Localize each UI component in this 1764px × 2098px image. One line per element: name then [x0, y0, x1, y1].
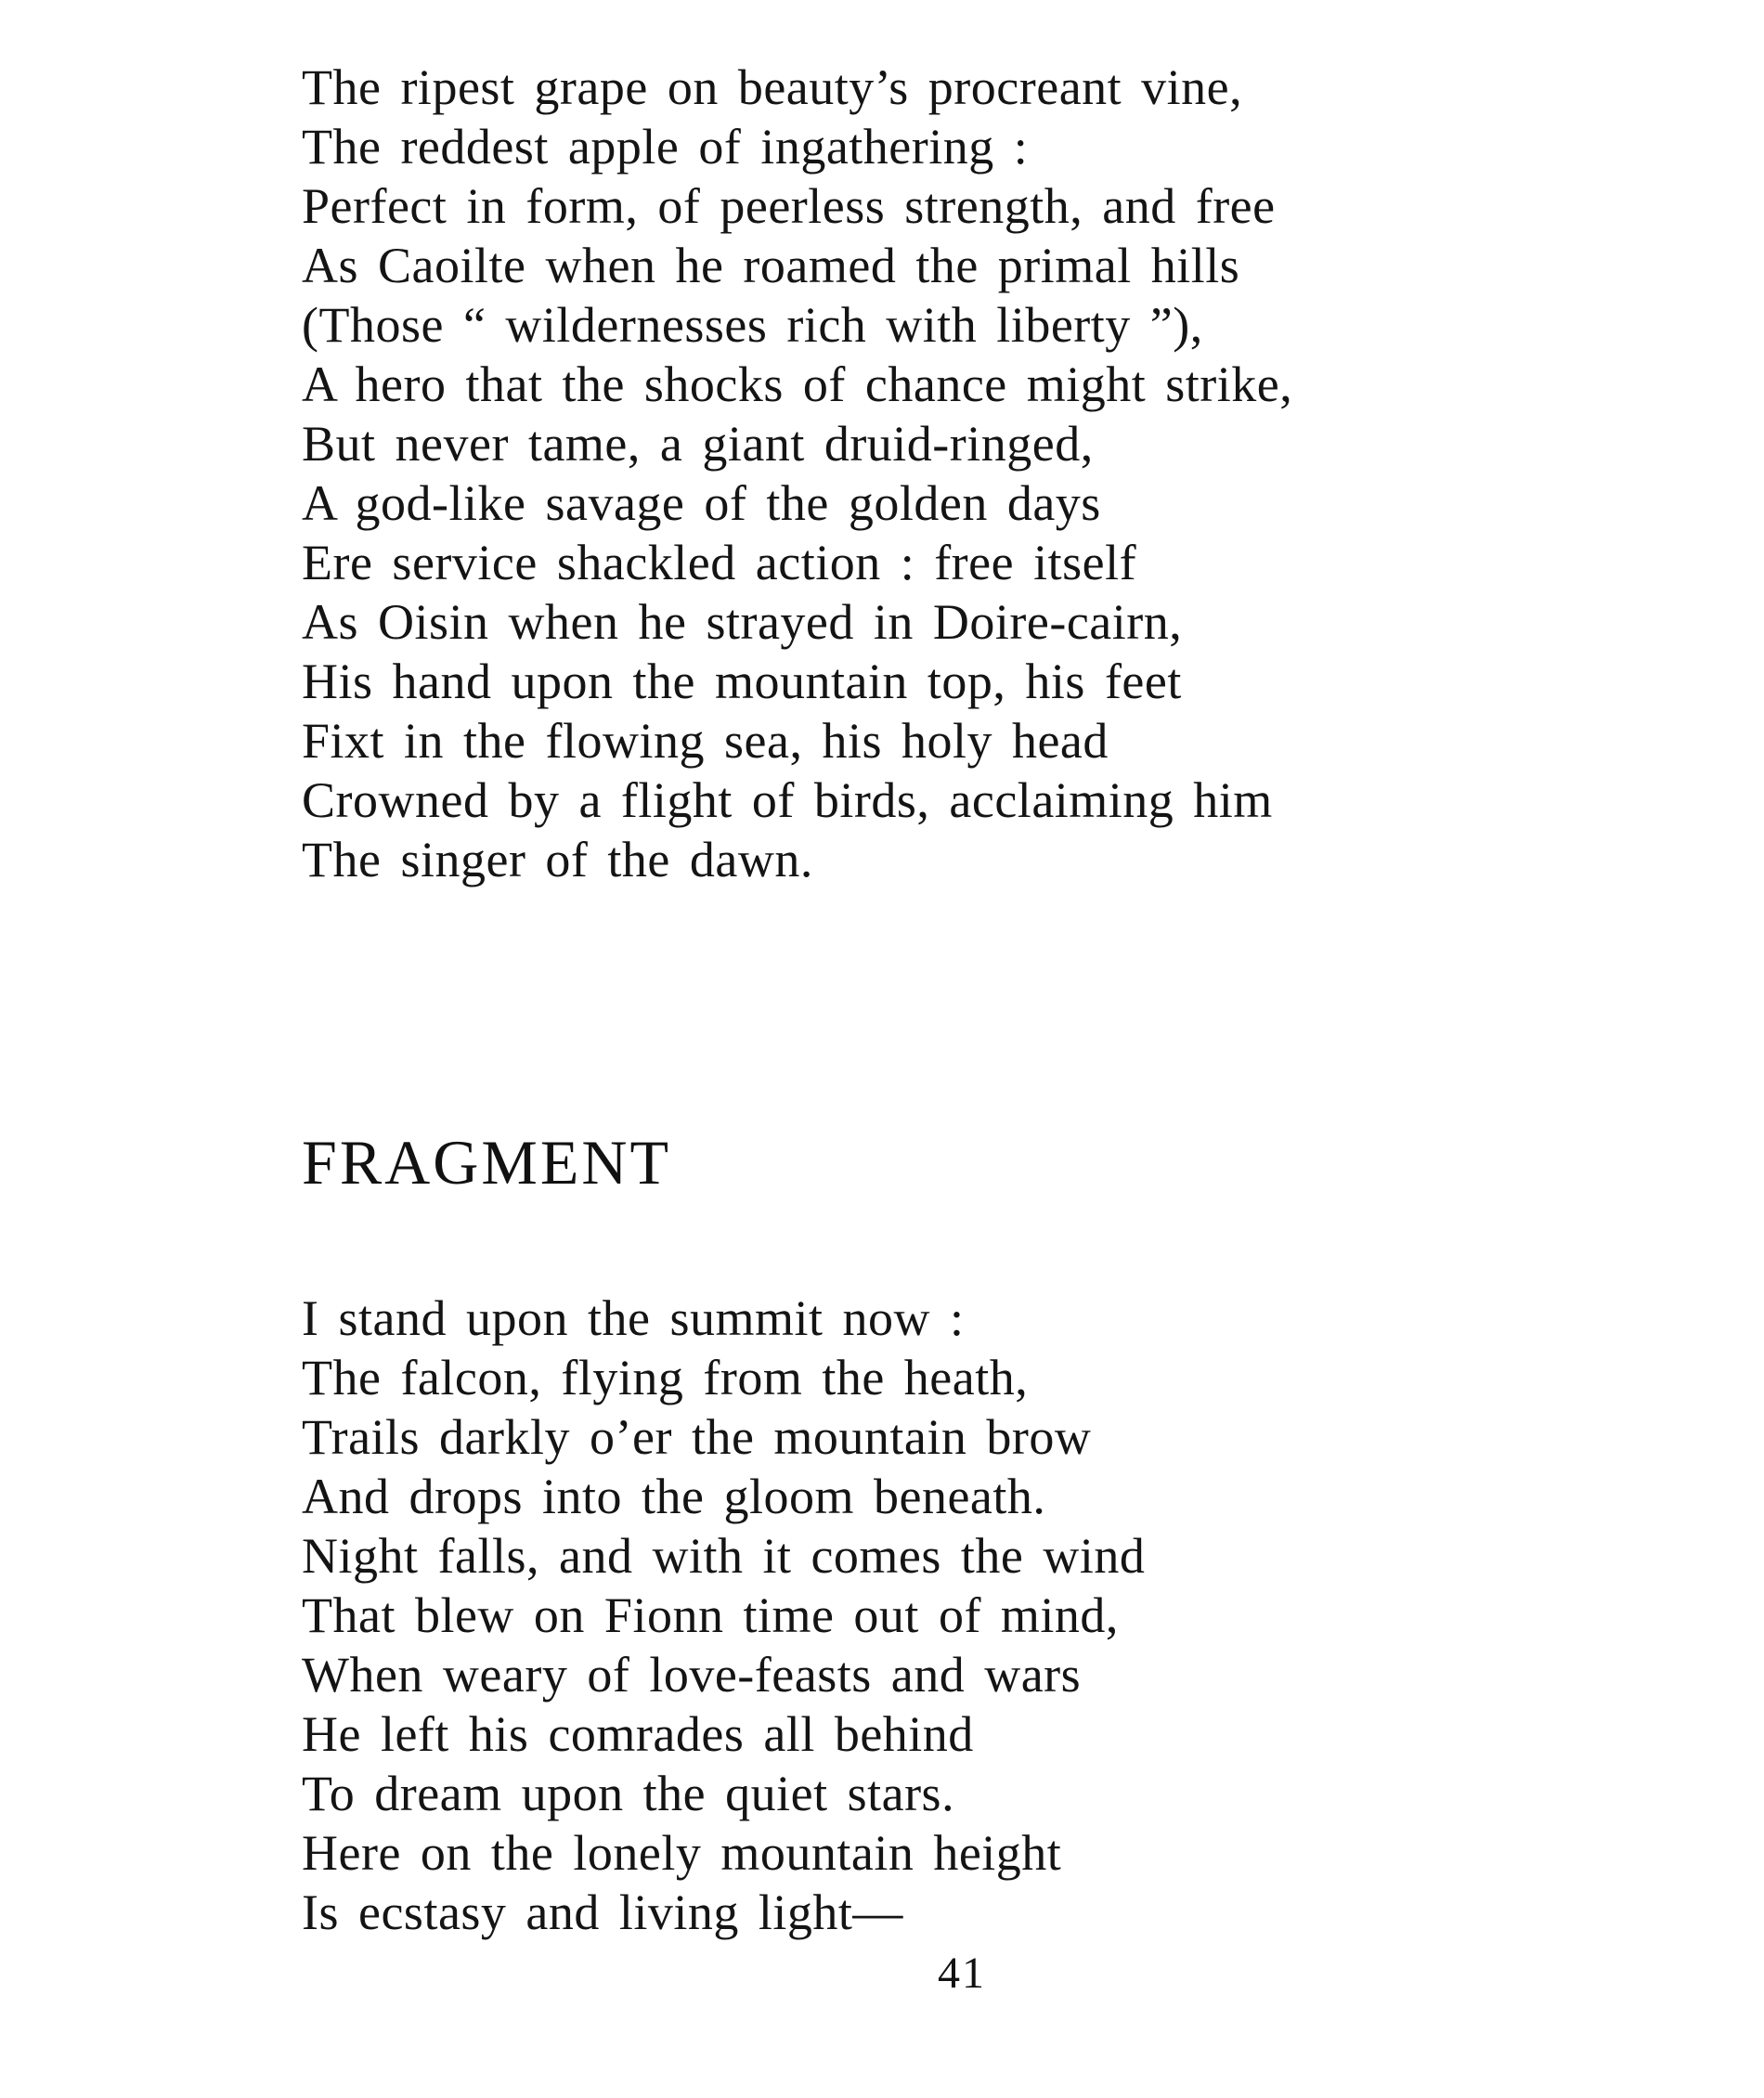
poem-line: Here on the lonely mountain height	[302, 1825, 1062, 1881]
poem-line: Is ecstasy and living light—	[302, 1884, 903, 1940]
poem-line: A hero that the shocks of chance might strike,	[302, 356, 1293, 412]
poem-fragment	[302, 1289, 1145, 1942]
poem-line: Perfect in form, of peerless strength, and free	[302, 178, 1276, 234]
poem-line: As Caoilte when he roamed the primal hills	[302, 238, 1240, 293]
poem-line: To dream upon the quiet stars.	[302, 1766, 955, 1821]
poem-line: The singer of the dawn.	[302, 832, 813, 887]
poem-line: His hand upon the mountain top, his feet	[302, 654, 1182, 709]
poem-line: Ere service shackled action : free itself	[302, 535, 1137, 590]
page-number: 41	[938, 1949, 986, 1998]
poem-line: Trails darkly o’er the mountain brow	[302, 1409, 1092, 1465]
poem-line: Fixt in the flowing sea, his holy head	[302, 713, 1109, 769]
poem-line: The falcon, flying from the heath,	[302, 1350, 1029, 1405]
poem-line: That blew on Fionn time out of mind,	[302, 1587, 1119, 1643]
poem-line: When weary of love-feasts and wars	[302, 1647, 1082, 1703]
poem-line: But never tame, a giant druid-ringed,	[302, 416, 1094, 472]
poem-line: Night falls, and with it comes the wind	[302, 1528, 1146, 1584]
poem-line: Crowned by a flight of birds, acclaiming him	[302, 772, 1273, 828]
poem-line: He left his comrades all behind	[302, 1706, 974, 1762]
poem-title-fragment: FRAGMENT	[302, 1127, 672, 1198]
poem-line: As Oisin when he strayed in Doire-cairn,	[302, 594, 1183, 650]
poem-line: (Those “ wildernesses rich with liberty ”),	[302, 297, 1203, 353]
poem-line: A god-like savage of the golden days	[302, 475, 1101, 531]
poem-line: The reddest apple of ingathering :	[302, 119, 1029, 175]
poem-line: The ripest grape on beauty’s procreant vine,	[302, 59, 1243, 115]
poem-continuation	[302, 58, 1292, 889]
poem-line: I stand upon the summit now :	[302, 1290, 965, 1346]
poem-line: And drops into the gloom beneath.	[302, 1469, 1046, 1524]
